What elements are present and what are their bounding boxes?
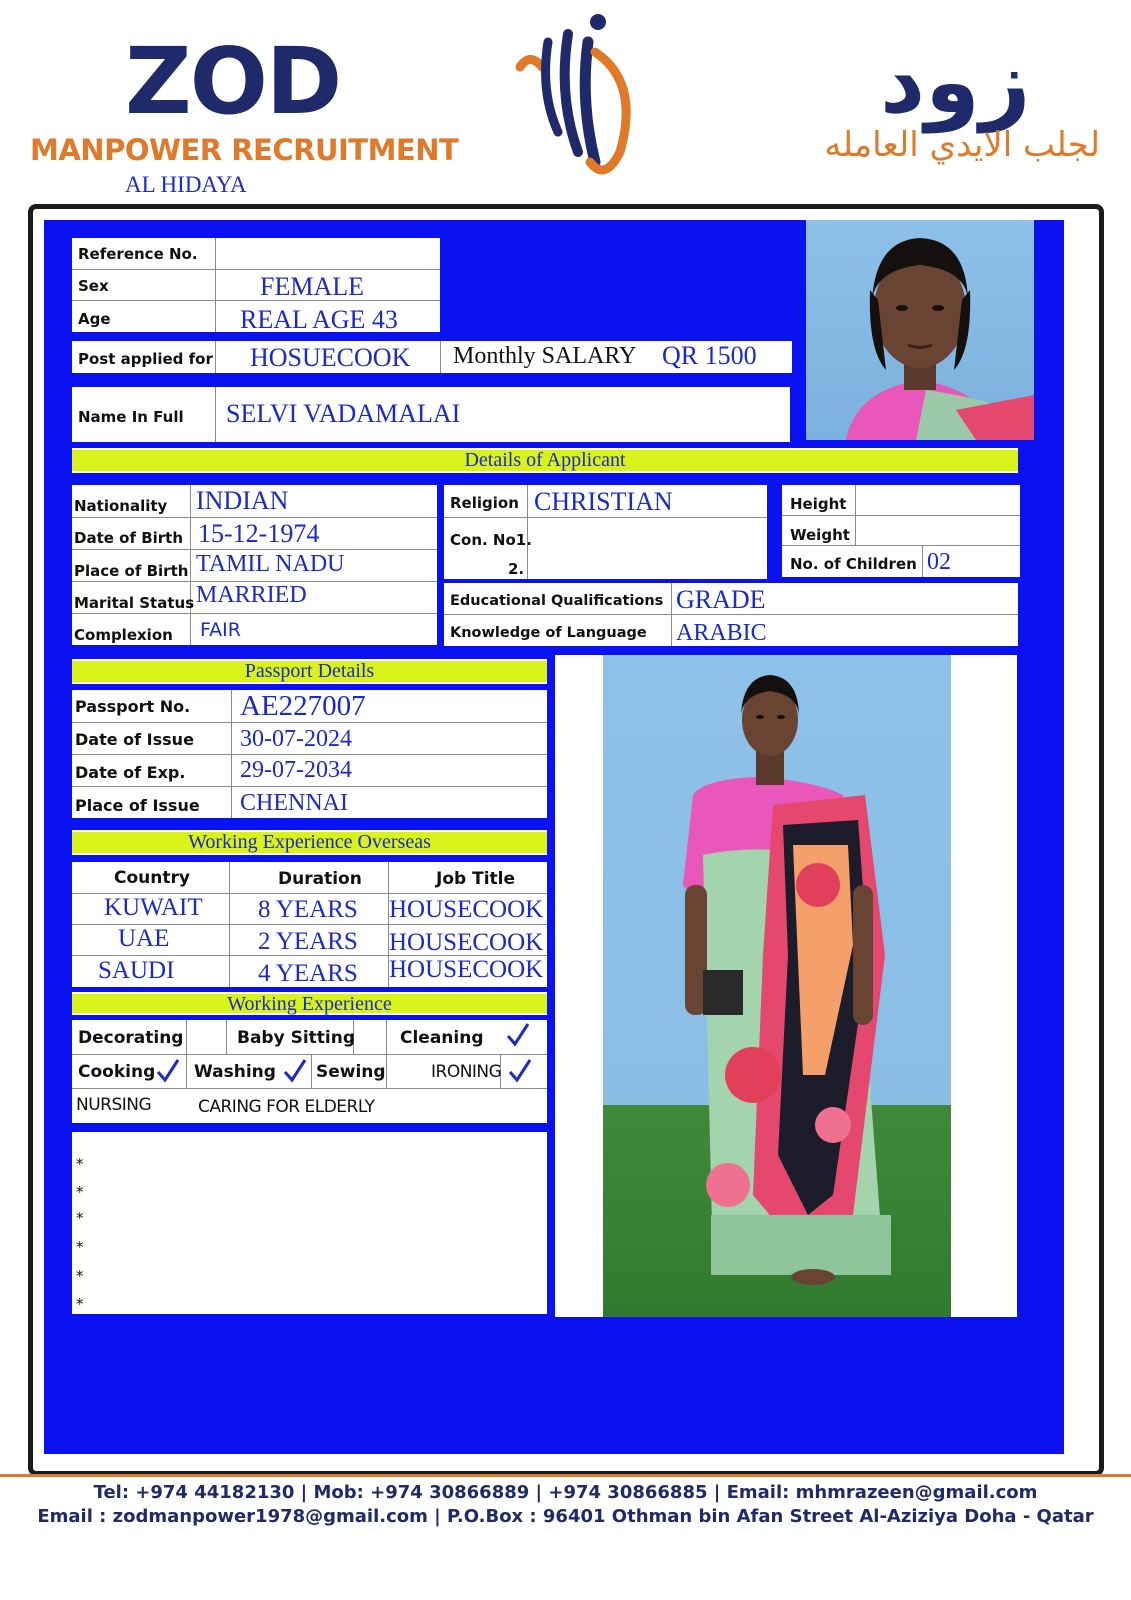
expiry-date-label: Date of Exp. [75, 763, 186, 782]
note-bullet: * [76, 1155, 84, 1173]
footer-contact-line: Tel: +974 44182130 | Mob: +974 30866889 | +974 30866885 | Email: mhmrazeen@gmail.com [93, 1482, 1038, 1503]
overseas-row-duration: 8 YEARS [258, 896, 358, 923]
sex-value: FEMALE [260, 272, 364, 301]
age-value: REAL AGE 43 [240, 305, 398, 334]
marital-value: MARRIED [196, 582, 307, 608]
overseas-row-duration: 2 YEARS [258, 928, 358, 955]
notes-box [72, 1132, 547, 1314]
salary-value: QR 1500 [662, 341, 757, 370]
checkmark-icon [283, 1058, 307, 1084]
issue-place-label: Place of Issue [75, 796, 200, 815]
overseas-row-job: HOUSECOOK [389, 896, 544, 923]
skill-ironing: IRONING [431, 1062, 502, 1082]
passport-section-bar: Passport Details [72, 659, 547, 684]
pob-value: TAMIL NADU [196, 551, 345, 577]
note-bullet: * [76, 1209, 84, 1227]
footer-divider [0, 1474, 1131, 1477]
complexion-label: Complexion [74, 626, 173, 644]
applicant-portrait-photo [806, 220, 1034, 440]
sex-label: Sex [78, 277, 109, 295]
passport-number-label: Passport No. [75, 697, 191, 716]
brand-logo-text: ZOD [125, 28, 341, 135]
nationality-label: Nationality [74, 497, 168, 515]
overseas-row-country: UAE [118, 925, 170, 952]
expiry-date-value: 29-07-2034 [240, 757, 352, 783]
dob-label: Date of Birth [74, 529, 184, 547]
overseas-section-bar: Working Experience Overseas [72, 830, 547, 855]
name-label: Name In Full [78, 408, 184, 426]
note-bullet: * [76, 1183, 84, 1201]
footer-address-line: Email : zodmanpower1978@gmail.com | P.O.Box : 96401 Othman bin Afan Street Al-Aziziya Doha - Qatar [37, 1506, 1094, 1527]
details-section-bar: Details of Applicant [72, 448, 1018, 473]
overseas-row-duration: 4 YEARS [258, 960, 358, 987]
skill-baby-sitting: Baby Sitting [237, 1028, 356, 1048]
checkmark-icon [156, 1058, 180, 1084]
overseas-header-country: Country [114, 868, 190, 888]
skill-nursing: NURSING [76, 1095, 152, 1115]
post-label: Post applied for [78, 350, 213, 368]
skill-caring-elderly: CARING FOR ELDERLY [198, 1097, 375, 1117]
checkmark-icon [508, 1058, 532, 1084]
complexion-value: FAIR [200, 619, 241, 641]
skill-decorating: Decorating [78, 1028, 184, 1048]
weight-label: Weight [790, 526, 850, 544]
marital-label: Marital Status [74, 594, 195, 612]
overseas-header-duration: Duration [278, 869, 362, 889]
applicant-full-length-photo [603, 655, 951, 1317]
overseas-row-country: KUWAIT [104, 894, 203, 921]
language-value: ARABIC [676, 620, 767, 646]
religion-value: CHRISTIAN [534, 487, 673, 516]
overseas-row-country: SAUDI [98, 957, 175, 984]
overseas-row-job: HOUSECOOK [389, 956, 544, 983]
skill-cooking: Cooking [78, 1062, 156, 1082]
issue-place-value: CHENNAI [240, 790, 348, 816]
name-value: SELVI VADAMALAI [226, 399, 461, 428]
skill-washing: Washing [194, 1062, 276, 1082]
pob-label: Place of Birth [74, 562, 189, 580]
note-bullet: * [76, 1295, 84, 1313]
skill-sewing: Sewing [316, 1062, 386, 1082]
arabic-subtitle: لجلب الايدي العامله [824, 125, 1100, 165]
checkmark-icon [506, 1022, 530, 1048]
passport-number-value: AE227007 [240, 690, 366, 722]
religion-label: Religion [450, 494, 519, 512]
con1-label: Con. No1. [450, 531, 532, 549]
education-value: GRADE [676, 585, 766, 614]
issue-date-value: 30-07-2024 [240, 726, 352, 752]
salary-label: Monthly SALARY [453, 343, 637, 369]
overseas-row-job: HOUSECOOK [389, 929, 544, 956]
note-bullet: * [76, 1267, 84, 1285]
note-bullet: * [76, 1238, 84, 1256]
nationality-value: INDIAN [196, 486, 289, 515]
children-value: 02 [927, 549, 951, 575]
reference-label: Reference No. [78, 245, 198, 263]
experience-section-bar: Working Experience [72, 992, 547, 1015]
brand-subtitle: MANPOWER RECRUITMENT [30, 133, 459, 167]
children-label: No. of Children [790, 555, 917, 573]
language-label: Knowledge of Language [450, 625, 647, 641]
age-label: Age [78, 310, 111, 328]
branch-name: AL HIDAYA [125, 172, 247, 197]
education-label: Educational Qualifications [450, 593, 664, 609]
con2-label: 2. [508, 560, 525, 578]
company-logo-icon [510, 12, 660, 182]
height-label: Height [790, 495, 847, 513]
issue-date-label: Date of Issue [75, 730, 194, 749]
dob-value: 15-12-1974 [198, 519, 320, 548]
skill-cleaning: Cleaning [400, 1028, 484, 1048]
arabic-brand: زود [880, 30, 1031, 133]
post-value: HOSUECOOK [250, 343, 411, 372]
overseas-header-job: Job Title [436, 869, 515, 889]
